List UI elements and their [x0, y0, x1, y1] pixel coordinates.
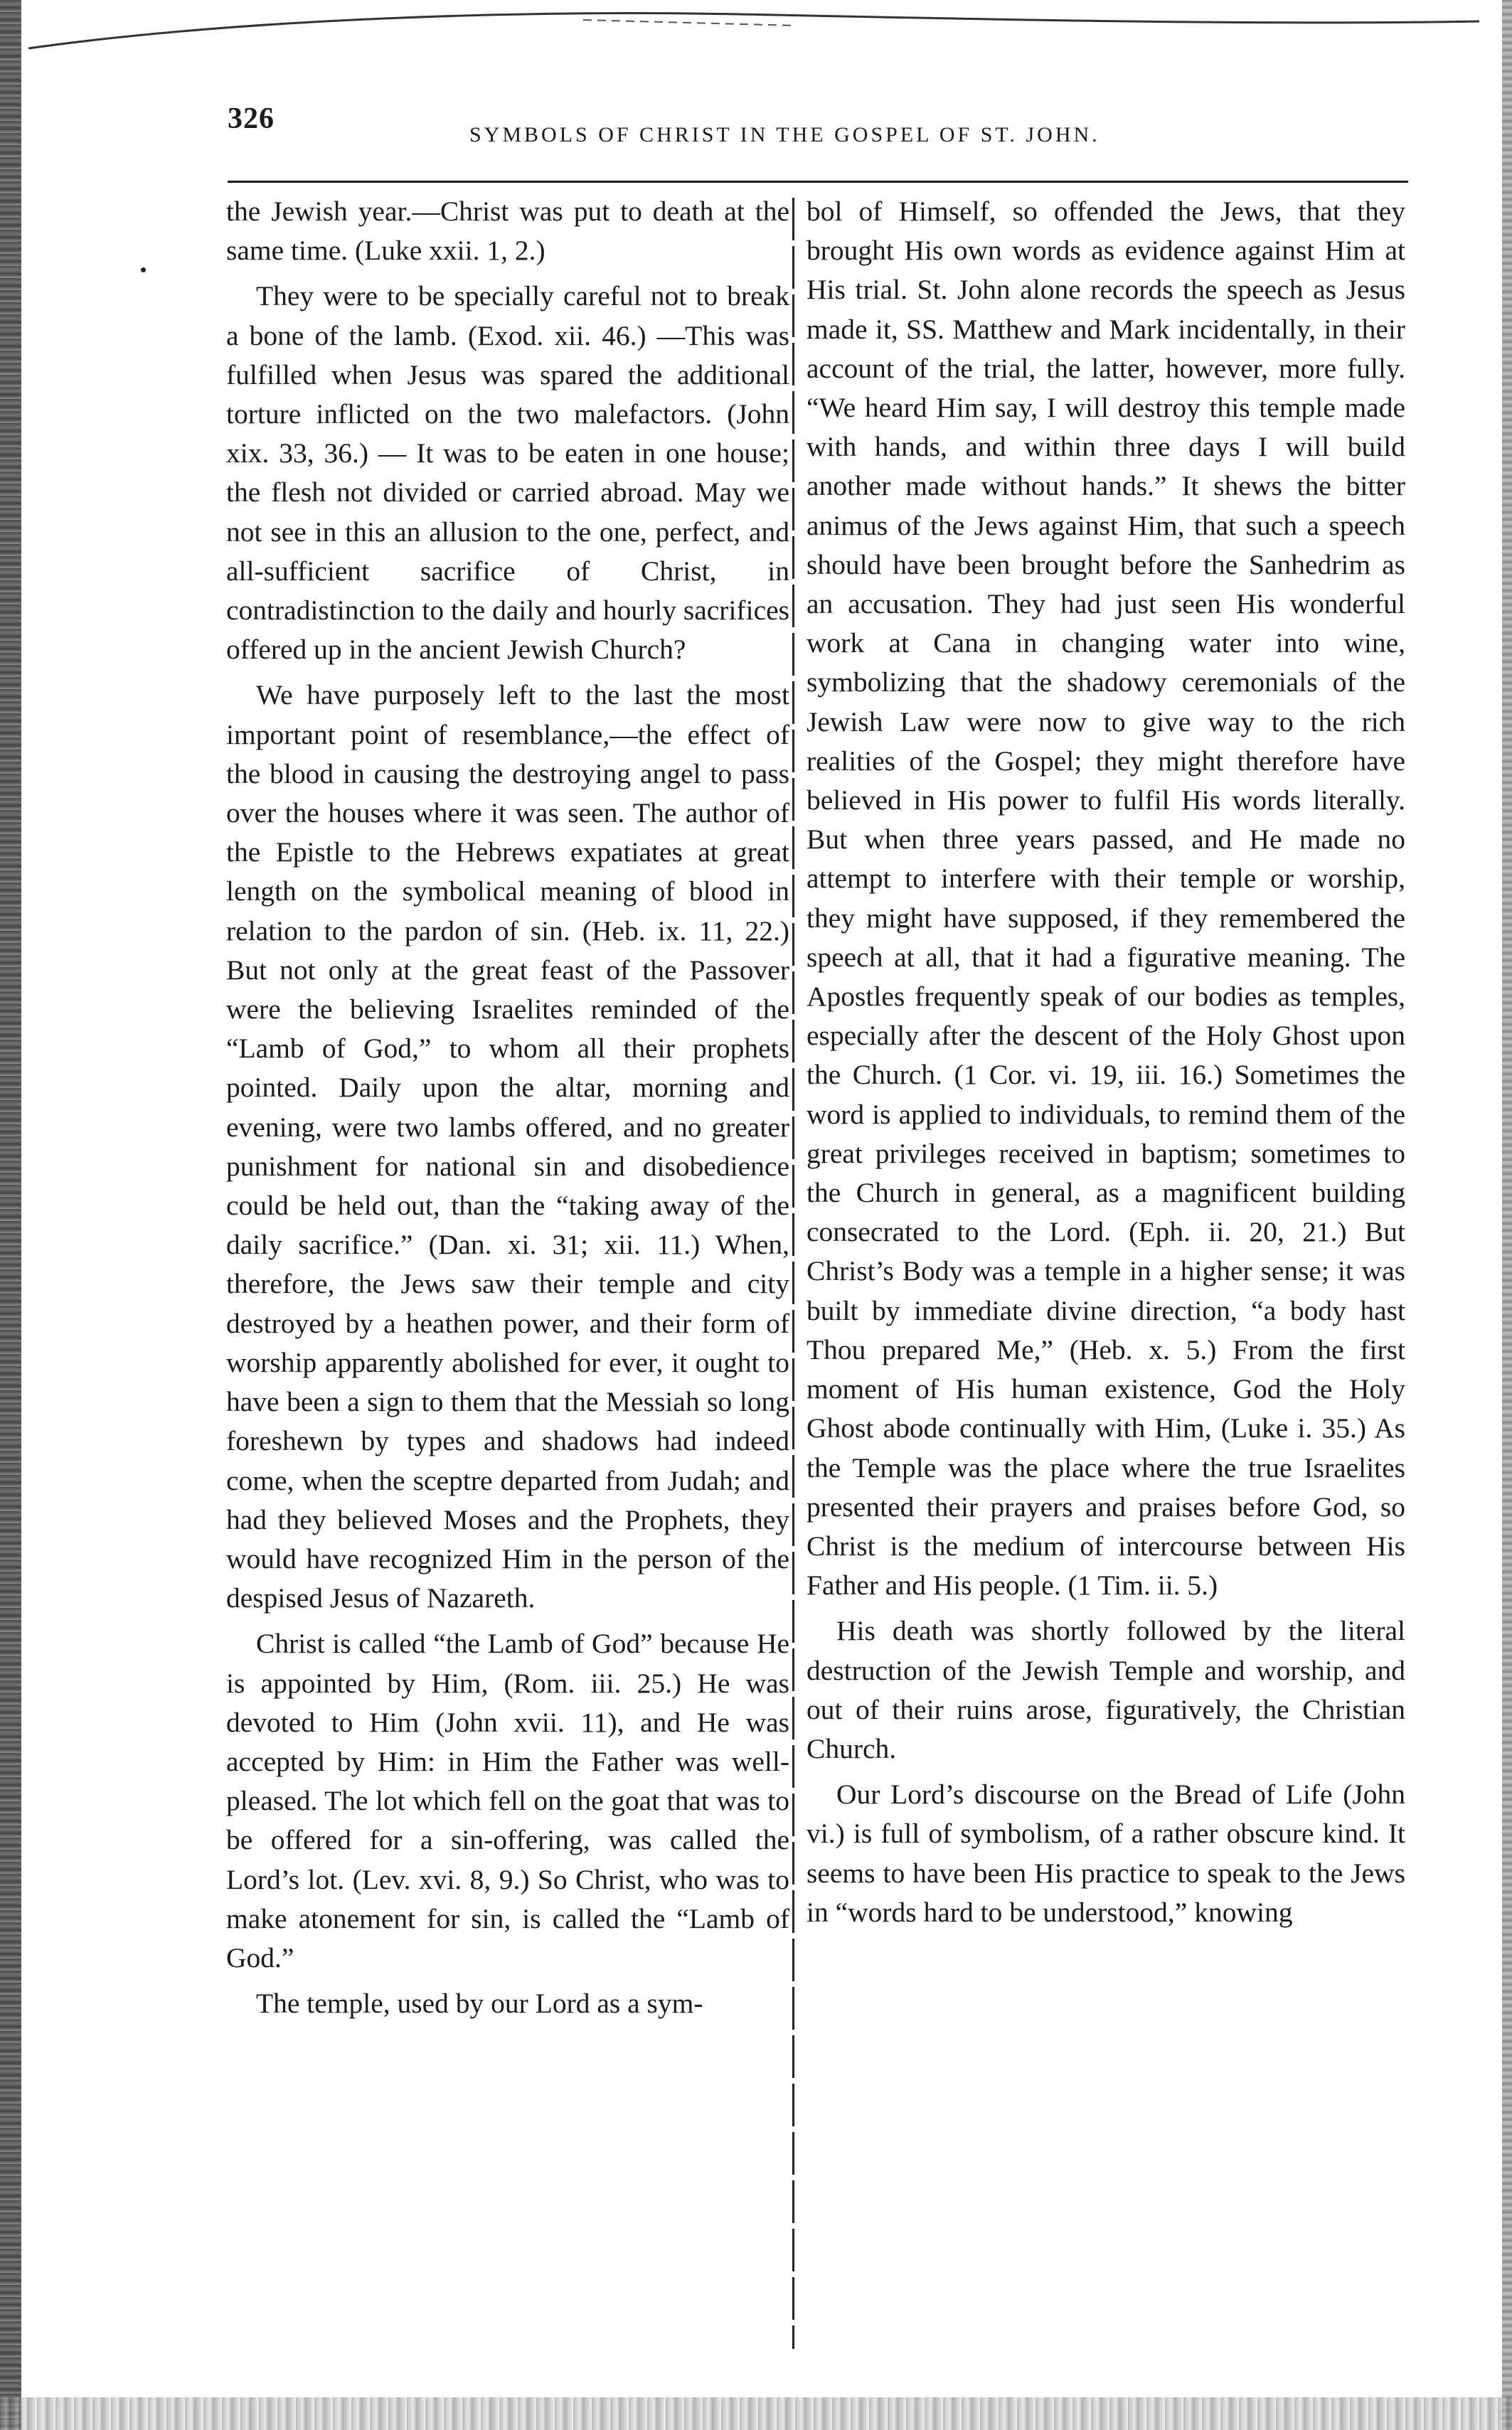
running-title: SYMBOLS OF CHRIST IN THE GOSPEL OF ST. JOHN. [469, 123, 1100, 146]
scan-edge-right [1502, 0, 1512, 2430]
paragraph: The temple, used by our Lord as a sym- [256, 1988, 703, 2020]
right-column [806, 192, 1405, 1939]
page-header [228, 102, 1408, 159]
page-number: 326 [228, 102, 275, 135]
page-top-edge [28, 4, 1479, 54]
left-column [226, 192, 789, 2030]
paragraph: They were to be specially careful not to break a bone of the lamb. (Exod. xii. 46.) —This was fulfilled when Jesus was spared the additional torture inflicted on the two malefactors. (John xix. 33, 36.) — It was to be eaten in one house; the flesh not divided or carried abroad. May we not see in this an allusion to the one, perfect, and all-sufficient sacrifice of Christ, in contradistinction to the daily and hourly sacrifices offered up in the ancient Jewish Church? [226, 280, 789, 666]
paragraph: Christ is called “the Lamb of God” because He is appointed by Him, (Rom. iii. 25.) He was devoted to Him (John xvii. 11), and He was accepted by Him: in Him the Father was well-pleased. The lot which fell on the goat that was to be offered for a sin-offering, was called the Lord’s lot. (Lev. xvi. 8, 9.) So Christ, who was to make atonement for sin, is called the “Lamb of God.” [226, 1628, 789, 1973]
column-divider [792, 198, 794, 2349]
paragraph: His death was shortly followed by the literal destruction of the Jewish Temple and worship, and out of their ruins arose, figuratively, the Christian Church. [806, 1615, 1405, 1764]
stray-ink-mark [141, 267, 146, 272]
scan-edge-left [0, 0, 21, 2430]
scan-edge-bottom [0, 2397, 1512, 2430]
paragraph: bol of Himself, so offended the Jews, that they brought His own words as evidence against Him at His trial. St. John alone records the speech as Jesus made it, SS. Matthew and Mark incidentally, in their account of the trial, the latter, however, more fully. “We heard Him say, I will destroy this temple made with hands, and within three days I will build another made without hands.” It shews the bitter animus of the Jews against Him, that such a speech should have been brought before the Sanhedrim as an accusation. They had just seen His wonderful work at Cana in changing water into wine, symbolizing that the shadowy ceremonials of the Jewish Law were now to give way to the rich realities of the Gospel; they might therefore have believed in His power to fulfil His words literally. But when three years passed, and He made no attempt to interfere with their temple or worship, they might have supposed, if they remembered the speech at all, that it had a figurative meaning. The Apostles frequently speak of our bodies as temples, especially after the descent of the Holy Ghost upon the Church. (1 Cor. vi. 19, iii. 16.) Sometimes the word is applied to individuals, to remind them of the great privileges received in baptism; sometimes to the Church in general, as a magnificent building consecrated to the Lord. (Eph. ii. 20, 21.) But Christ’s Body was a temple in a higher sense; it was built by immediate divine direction, “a body hast Thou prepared Me,” (Heb. x. 5.) From the first moment of His human existence, God the Holy Ghost abode continually with Him, (Luke i. 35.) As the Temple was the place where the true Israelites presented their prayers and praises before God, so Christ is the medium of intercourse between His Father and His people. (1 Tim. ii. 5.) [806, 196, 1405, 1602]
paragraph: Our Lord’s discourse on the Bread of Life (John vi.) is full of symbolism, of a rather obscure kind. It seems to have been His practice to speak to the Jews in “words hard to be understood,” knowing [806, 1779, 1405, 1928]
paragraph: the Jewish year.—Christ was put to death at the same time. (Luke xxii. 1, 2.) [226, 196, 789, 267]
paragraph: We have purposely left to the last the most important point of resemblance,—the effect of the blood in causing the destroying angel to pass over the houses where it was seen. The author of the Epistle to the Hebrews expatiates at great length on the symbolical meaning of blood in relation to the pardon of sin. (Heb. ix. 11, 22.) But not only at the great feast of the Passover were the believing Israelites reminded of the “Lamb of God,” to whom all their prophets pointed. Daily upon the altar, morning and evening, were two lambs offered, and no greater punishment for national sin and disobedience could be held out, than the “taking away of the daily sacrifice.” (Dan. xi. 31; xii. 11.) When, therefore, the Jews saw their temple and city destroyed by a heathen power, and their form of worship apparently abolished for ever, it ought to have been a sign to them that the Messiah so long foreshewn by types and shadows had indeed come, when the sceptre departed from Judah; and had they believed Moses and the Prophets, they would have recognized Him in the person of the despised Jesus of Nazareth. [226, 679, 789, 1614]
header-rule [228, 181, 1408, 183]
